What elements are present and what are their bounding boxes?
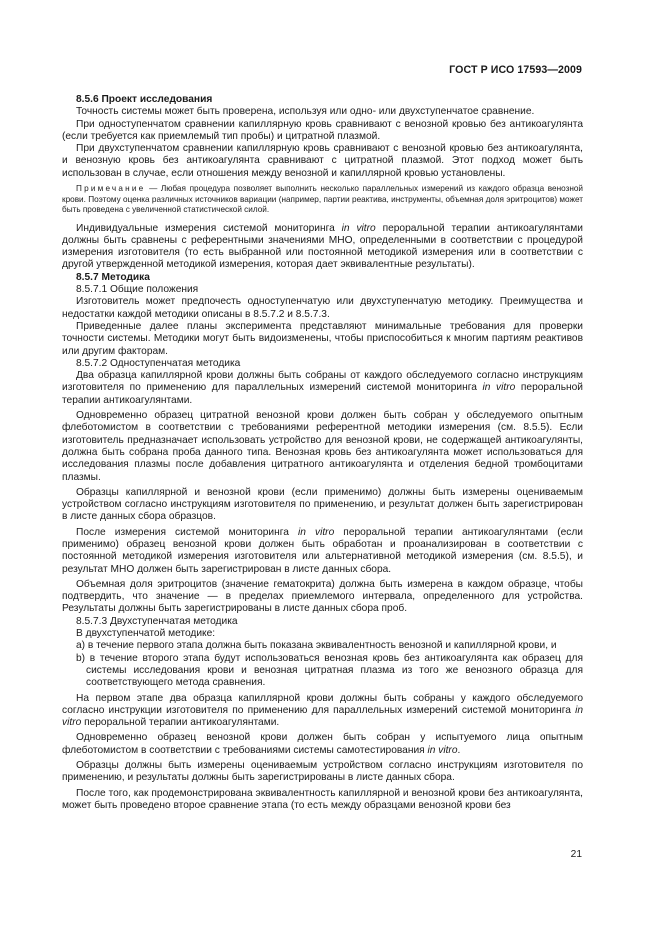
note-text: — Любая процедура позволяет выполнить несколько параллельных измерений из каждого образца венозной крови. Поэтому оценка различных источников вариации (например, партии реактива, инструменты, объемная доля эритроцитов) может быть проведена с увеличенной статистической силой. — [62, 184, 583, 215]
paragraph: На первом этапе два образца капиллярной крови должны быть собраны у каждого обследуемого согласно инструкции изготовителя по применению для параллельных измерений системой мониторинга in vitro пероральной терапии антикоагулянтами. — [62, 692, 583, 729]
paragraph: В двухступенчатой методике: — [76, 628, 216, 640]
note-lead: Примечание — [76, 184, 146, 194]
subsection-heading-8-5-7-1: 8.5.7.1 Общие положения — [76, 284, 199, 296]
subsection-heading-8-5-7-2: 8.5.7.2 Одноступенчатая методика — [76, 357, 241, 369]
section-heading-8-5-6: 8.5.6 Проект исследования — [76, 94, 213, 105]
paragraph: Образцы капиллярной и венозной крови (если применимо) должны быть измерены оцениваемым устройством согласно инструкциям изготовителя по применению, и результат должен быть зарегистрирован в листе данных сбора образцов. — [62, 486, 583, 523]
document-header: ГОСТ Р ИСО 17593—2009 — [449, 64, 582, 76]
paragraph: Одновременно образец цитратной венозной крови должен быть собран у обследуемого опытным флеботомистом в соответствии с требованиями референтной методики измерения (см. 8.5.5). Если изготовитель предназначает использовать устройство для венозной крови, не содержащей антикоагулянты, должна быть собрана проба данного типа. Венозная кровь без антикоагулянта может использоваться для исследования плазмы после добавления цитратного антикоагулянта и отделения бедной тромбоцитами плазмы. — [62, 410, 583, 483]
paragraph: Образцы должны быть измерены оцениваемым устройством согласно инструкциям изготовителя по применению, и результаты должны быть зарегистрированы в листе данных сбора. — [62, 760, 583, 784]
note — [62, 184, 583, 216]
subsection-heading-8-5-7-3: 8.5.7.3 Двухступенчатая методика — [76, 615, 238, 627]
paragraph: После измерения системой мониторинга in vitro пероральной терапии антикоагулянтами (если применимо) образец венозной крови должен быть обработан и проанализирован в соответствии с постоянной методикой измерения изготовителя или альтернативной методикой измерения (см. 8.5.5), и результат МНО должен быть зарегистрирован в листе данных сбора. — [62, 526, 583, 575]
paragraph: Точность системы может быть проверена, используя или одно- или двухступенчатое сравнение. — [76, 106, 535, 118]
page-number: 21 — [570, 849, 582, 860]
paragraph: При двухступенчатом сравнении капиллярную кровь сравнивают с венозной кровью без антикоагулянта, и венозную кровь без антикоагулянта сравнивают с цитратной плазмой. Этот подход может быть использован в случае, если отношения между венозной и капиллярной кровью установлены. — [62, 143, 583, 179]
section-heading-8-5-7: 8.5.7 Методика — [76, 271, 150, 283]
paragraph: После того, как продемонстрирована эквивалентность капиллярной и венозной крови без антикоагулянта, может быть проведено второе сравнение этапа (то есть между образцами венозной крови без — [62, 787, 583, 811]
paragraph: Одновременно образец венозной крови должен быть собран у испытуемого лица опытным флеботомистом в соответствии с требованиями системы самотестирования in vitro. — [62, 732, 583, 756]
paragraph: Изготовитель может предпочесть одноступенчатую или двухступенчатую методику. Преимущества и недостатки каждой методики описаны в 8.5.7.2 и 8.5.7.3. — [62, 296, 583, 320]
paragraph: Объемная доля эритроцитов (значение гематокрита) должна быть измерена в каждом образце, чтобы подтвердить, что значение — в пределах приемлемого интервала, определенного для устройства. Результаты должны быть зарегистрированы в листе данных сбора проб. — [62, 578, 583, 615]
paragraph: Приведенные далее планы эксперимента представляют минимальные требования для проверки точности системы. Методики могут быть видоизменены, чтобы приспособиться к многим партиям реактивов или другим факторам. — [62, 320, 583, 357]
paragraph: Индивидуальные измерения системой мониторинга in vitro пероральной терапии антикоагулянтами должны быть сравнены с референтными значениями МНО, определенными в соответствии с процедурой измерения изготовителя (то есть выбранной или постоянной методикой измерения или в соответствии с другой утвержденной методикой измерения, которая дает эквивалентные результаты). — [62, 222, 583, 271]
paragraph: При одноступенчатом сравнении капиллярную кровь сравнивают с венозной кровью без антикоагулянта (если требуется как приемлемый тип пробы) и цитратной плазмой. — [62, 118, 583, 142]
list-item: a) в течение первого этапа должна быть показана эквивалентность венозной и капиллярной крови, и — [76, 640, 557, 652]
page-content — [62, 94, 583, 812]
list-item: b) в течение второго этапа будут использоваться венозная кровь без антикоагулянта как образец для системы исследования крови и венозная цитратная плазма из того же венозного образца для соответствующего метода сравнения. — [76, 652, 583, 689]
paragraph: Два образца капиллярной крови должны быть собраны от каждого обследуемого согласно инструкциям изготовителя по применению для параллельных измерений системой мониторинга in vitro пероральной терапии антикоагулянтами. — [62, 370, 583, 406]
